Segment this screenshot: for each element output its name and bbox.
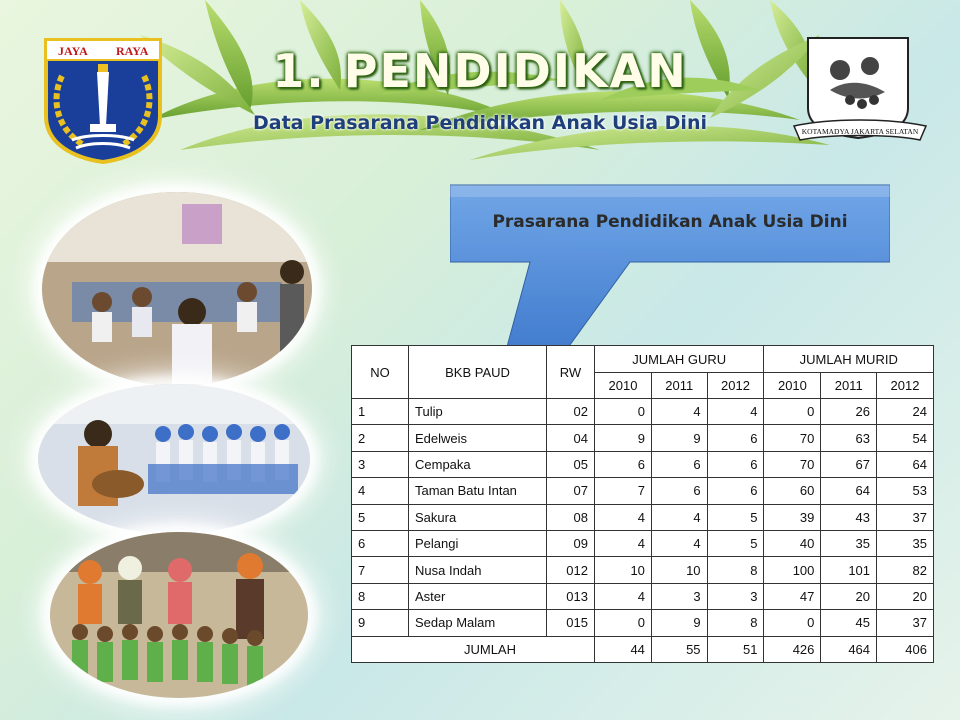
cell-guru-2010: 4	[595, 583, 652, 609]
total-murid-2012: 406	[877, 636, 934, 662]
callout-title: Prasarana Pendidikan Anak Usia Dini	[492, 212, 848, 232]
header-murid-year: 2010	[764, 373, 821, 399]
cell-murid-2011: 20	[821, 583, 877, 609]
cell-guru-2011: 10	[651, 557, 707, 583]
cell-guru-2010: 0	[595, 610, 652, 636]
cell-bkb-paud: Sakura	[409, 504, 547, 530]
cell-murid-2012: 37	[877, 504, 934, 530]
cell-murid-2011: 26	[821, 399, 877, 425]
cell-guru-2012: 8	[707, 557, 764, 583]
jakarta-selatan-emblem-logo	[790, 30, 930, 150]
cell-bkb-paud: Edelweis	[409, 425, 547, 451]
cell-murid-2011: 67	[821, 451, 877, 477]
cell-guru-2012: 6	[707, 451, 764, 477]
cell-guru-2012: 6	[707, 478, 764, 504]
logo-text-jaya: JAYA	[58, 44, 88, 58]
cell-no: 3	[352, 451, 409, 477]
table-row	[352, 610, 934, 636]
header-guru-year: 2011	[651, 373, 707, 399]
cell-guru-2011: 3	[651, 583, 707, 609]
cell-rw: 012	[547, 557, 595, 583]
cell-guru-2010: 4	[595, 504, 652, 530]
cell-no: 5	[352, 504, 409, 530]
cell-rw: 09	[547, 530, 595, 556]
total-murid-2010: 426	[764, 636, 821, 662]
header-murid-year: 2011	[821, 373, 877, 399]
cell-bkb-paud: Tulip	[409, 399, 547, 425]
table-row	[352, 425, 934, 451]
cell-murid-2010: 60	[764, 478, 821, 504]
cell-murid-2010: 100	[764, 557, 821, 583]
header-murid-year: 2012	[877, 373, 934, 399]
classroom-photo	[42, 192, 312, 386]
table-row	[352, 504, 934, 530]
table-row	[352, 478, 934, 504]
cell-guru-2012: 5	[707, 530, 764, 556]
table-row	[352, 530, 934, 556]
cell-guru-2010: 7	[595, 478, 652, 504]
cell-rw: 08	[547, 504, 595, 530]
cell-murid-2010: 47	[764, 583, 821, 609]
cell-guru-2011: 4	[651, 530, 707, 556]
cell-murid-2010: 70	[764, 425, 821, 451]
total-label: JUMLAH	[352, 636, 595, 662]
cell-guru-2011: 6	[651, 478, 707, 504]
music-class-photo-image	[38, 384, 310, 534]
cell-murid-2011: 64	[821, 478, 877, 504]
cell-murid-2011: 35	[821, 530, 877, 556]
outdoor-class-photo	[50, 532, 308, 698]
cell-bkb-paud: Cempaka	[409, 451, 547, 477]
cell-guru-2012: 8	[707, 610, 764, 636]
header-guru-year: 2010	[595, 373, 652, 399]
header-bkb-paud: BKB PAUD	[409, 346, 547, 399]
total-guru-2010: 44	[595, 636, 652, 662]
total-murid-2011: 464	[821, 636, 877, 662]
table-row	[352, 451, 934, 477]
cell-guru-2010: 4	[595, 530, 652, 556]
header-rw: RW	[547, 346, 595, 399]
cell-murid-2010: 70	[764, 451, 821, 477]
table-body	[352, 399, 934, 637]
cell-murid-2011: 43	[821, 504, 877, 530]
cell-murid-2011: 45	[821, 610, 877, 636]
cell-murid-2012: 20	[877, 583, 934, 609]
cell-no: 2	[352, 425, 409, 451]
cell-murid-2010: 39	[764, 504, 821, 530]
cell-murid-2011: 63	[821, 425, 877, 451]
cell-no: 6	[352, 530, 409, 556]
cell-guru-2011: 9	[651, 610, 707, 636]
cell-bkb-paud: Pelangi	[409, 530, 547, 556]
cell-guru-2011: 4	[651, 504, 707, 530]
cell-no: 4	[352, 478, 409, 504]
cell-murid-2010: 0	[764, 399, 821, 425]
cell-bkb-paud: Aster	[409, 583, 547, 609]
total-guru-2012: 51	[707, 636, 764, 662]
cell-guru-2012: 3	[707, 583, 764, 609]
cell-murid-2012: 37	[877, 610, 934, 636]
cell-bkb-paud: Taman Batu Intan	[409, 478, 547, 504]
cell-murid-2012: 53	[877, 478, 934, 504]
cell-no: 8	[352, 583, 409, 609]
cell-guru-2010: 0	[595, 399, 652, 425]
outdoor-class-photo-image	[50, 532, 308, 698]
music-class-photo	[38, 384, 310, 534]
cell-guru-2011: 4	[651, 399, 707, 425]
cell-murid-2012: 24	[877, 399, 934, 425]
logo-right-caption: KOTAMADYA JAKARTA SELATAN	[801, 127, 919, 136]
cell-guru-2010: 9	[595, 425, 652, 451]
cell-rw: 015	[547, 610, 595, 636]
cell-no: 1	[352, 399, 409, 425]
header-no: NO	[352, 346, 409, 399]
cell-murid-2012: 54	[877, 425, 934, 451]
cell-murid-2012: 64	[877, 451, 934, 477]
cell-bkb-paud: Sedap Malam	[409, 610, 547, 636]
table-total-row	[352, 636, 934, 662]
table-row	[352, 557, 934, 583]
classroom-photo-image	[42, 192, 312, 386]
cell-murid-2012: 82	[877, 557, 934, 583]
header-guru-year: 2012	[707, 373, 764, 399]
cell-murid-2011: 101	[821, 557, 877, 583]
cell-rw: 07	[547, 478, 595, 504]
table-row	[352, 399, 934, 425]
total-guru-2011: 55	[651, 636, 707, 662]
cell-rw: 05	[547, 451, 595, 477]
cell-no: 9	[352, 610, 409, 636]
page-subtitle: Data Prasarana Pendidikan Anak Usia Dini	[253, 112, 707, 134]
cell-rw: 02	[547, 399, 595, 425]
jakarta-emblem-logo	[42, 36, 164, 164]
cell-guru-2010: 6	[595, 451, 652, 477]
header-jumlah-murid: JUMLAH MURID	[764, 346, 934, 373]
cell-bkb-paud: Nusa Indah	[409, 557, 547, 583]
paud-data-table	[351, 345, 934, 663]
table-header-row	[352, 346, 934, 373]
logo-text-raya: RAYA	[116, 44, 149, 58]
table-row	[352, 583, 934, 609]
cell-rw: 013	[547, 583, 595, 609]
cell-guru-2012: 6	[707, 425, 764, 451]
cell-guru-2011: 9	[651, 425, 707, 451]
header-jumlah-guru: JUMLAH GURU	[595, 346, 764, 373]
cell-rw: 04	[547, 425, 595, 451]
cell-murid-2012: 35	[877, 530, 934, 556]
cell-murid-2010: 40	[764, 530, 821, 556]
cell-guru-2010: 10	[595, 557, 652, 583]
cell-guru-2011: 6	[651, 451, 707, 477]
page-title: 1. PENDIDIKAN	[272, 44, 688, 98]
cell-murid-2010: 0	[764, 610, 821, 636]
cell-guru-2012: 5	[707, 504, 764, 530]
cell-no: 7	[352, 557, 409, 583]
cell-guru-2012: 4	[707, 399, 764, 425]
